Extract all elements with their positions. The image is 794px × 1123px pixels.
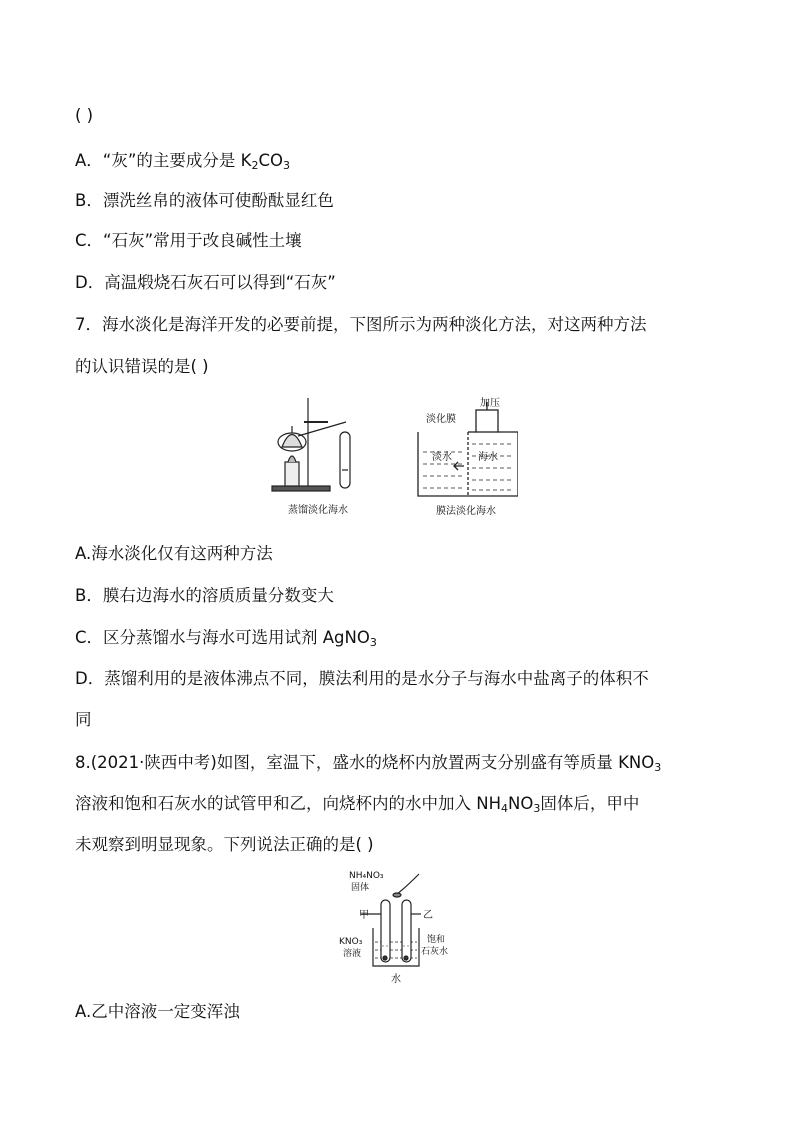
q7-option-b: B．膜右边海水的溶质质量分数变大: [75, 586, 334, 605]
pressure-label: 加压: [480, 398, 500, 409]
q8-figure: [335, 866, 465, 988]
membrane-label: 淡化膜: [426, 414, 456, 425]
q8-option-a: A.乙中溶液一定变浑浊: [75, 1002, 240, 1021]
q6-option-a: [75, 149, 290, 173]
kno3-label: KNO₃: [339, 937, 363, 947]
q8-stem-text: 溶液和饱和石灰水的试管甲和乙，向烧杯内的水中加入 NH: [75, 794, 501, 813]
subscript: 2: [251, 159, 259, 172]
q7-option-d-line2: 同: [75, 710, 92, 729]
q6-option-c: C．“石灰”常用于改良碱性土壤: [75, 231, 302, 250]
fresh-water-label: 淡水: [432, 452, 452, 463]
subscript: 3: [369, 636, 377, 649]
subscript: 3: [533, 802, 541, 815]
beaker-apparatus: [361, 874, 421, 966]
distillation-caption: 蒸馏淡化海水: [288, 505, 348, 516]
beaker-test-tube-diagram: [335, 866, 465, 988]
q8-stem-line3: 未观察到明显现象。下列说法正确的是( ): [75, 835, 374, 854]
distillation-apparatus: [272, 398, 350, 491]
desalination-diagram: [268, 392, 518, 522]
solution-label: 溶液: [343, 949, 362, 959]
q6-option-d: D．高温煅烧石灰石可以得到“石灰”: [75, 273, 336, 292]
formula-part: NO: [508, 794, 534, 813]
sea-water-label: 海水: [478, 452, 498, 463]
q6-answer-blank: ( ): [75, 106, 94, 125]
q7-option-c: [75, 626, 377, 650]
q7-figure: [268, 392, 518, 522]
nh4no3-label: NH₄NO₃: [349, 871, 384, 881]
q8-stem-text: 固体后，甲中: [540, 794, 640, 813]
q6-option-b: B．漂洗丝帛的液体可使酚酞显红色: [75, 191, 334, 210]
membrane-caption: 膜法淡化海水: [436, 506, 496, 517]
q7-option-a: A.海水淡化仅有这两种方法: [75, 544, 273, 563]
q7-option-c-text: C．区分蒸馏水与海水可选用试剂 AgNO: [75, 628, 370, 647]
subscript: 3: [282, 159, 290, 172]
water-label: 水: [391, 974, 401, 985]
limewater-label: 石灰水: [421, 947, 449, 957]
tube-jia-label: 甲: [359, 910, 369, 921]
q6-option-a-text: A．“灰”的主要成分是 K: [75, 151, 252, 170]
solid-label: 固体: [351, 883, 370, 893]
saturated-label: 饱和: [427, 935, 446, 945]
formula-part: CO: [258, 151, 283, 170]
q8-stem-line1: [75, 751, 661, 775]
subscript: 3: [654, 761, 662, 774]
q7-stem-line1: 7．海水淡化是海洋开发的必要前提，下图所示为两种淡化方法，对这两种方法: [75, 315, 647, 334]
q8-stem-text: 8.(2021·陕西中考)如图，室温下，盛水的烧杯内放置两支分别盛有等质量 KNO: [75, 753, 655, 772]
tube-yi-label: 乙: [423, 910, 433, 921]
subscript: 4: [501, 802, 508, 815]
q7-stem-line2: 的认识错误的是( ): [75, 357, 209, 376]
q8-stem-line2: [75, 792, 639, 816]
q7-option-d-line1: D．蒸馏利用的是液体沸点不同，膜法利用的是水分子与海水中盐离子的体积不: [75, 669, 649, 688]
